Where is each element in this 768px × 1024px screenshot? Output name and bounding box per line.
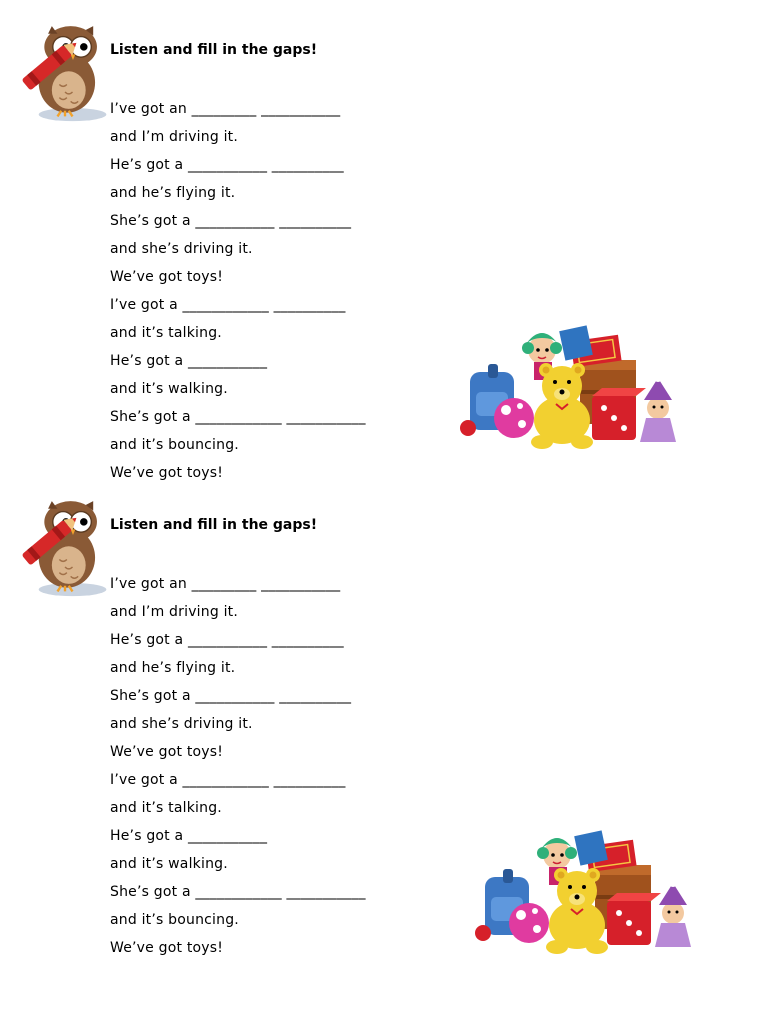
lyric-line: and it’s bouncing.: [110, 912, 239, 928]
lyric-line: and he’s flying it.: [110, 660, 236, 676]
lyric-line: and she’s driving it.: [110, 716, 253, 732]
lyric-line: and he’s flying it.: [110, 185, 236, 201]
lyric-line: I’ve got an _________ ___________: [110, 101, 341, 117]
owl-with-crayon-image: [18, 24, 112, 128]
lyric-line: and I’m driving it.: [110, 604, 239, 620]
lyric-line: and I’m driving it.: [110, 129, 239, 145]
lyric-line: and it’s talking.: [110, 800, 222, 816]
worksheet-section-1: [0, 0, 768, 480]
lyric-line: We’ve got toys!: [110, 269, 224, 285]
lyric-line: We’ve got toys!: [110, 940, 224, 956]
toys-pile-image: [450, 320, 690, 452]
worksheet-title: Listen and fill in the gaps!: [110, 517, 318, 533]
lyric-line: I’ve got an _________ ___________: [110, 576, 341, 592]
lyric-line: He’s got a ___________ __________: [110, 632, 344, 648]
lyric-line: He’s got a ___________ __________: [110, 157, 344, 173]
lyric-line: She’s got a ____________ ___________: [110, 884, 366, 900]
lyric-line: I’ve got a ____________ __________: [110, 772, 346, 788]
lyric-line: and it’s talking.: [110, 325, 222, 341]
lyric-line: We’ve got toys!: [110, 744, 224, 760]
toys-pile-image: [465, 825, 705, 957]
lyric-line: He’s got a ___________: [110, 828, 268, 844]
lyric-line: and it’s bouncing.: [110, 437, 239, 453]
lyric-line: She’s got a ___________ __________: [110, 213, 352, 229]
lyric-line: and it’s walking.: [110, 856, 228, 872]
lyric-line: and she’s driving it.: [110, 241, 253, 257]
lyric-line: She’s got a ___________ __________: [110, 688, 352, 704]
lyric-line: She’s got a ____________ ___________: [110, 409, 366, 425]
lyric-line: We’ve got toys!: [110, 465, 224, 481]
worksheet-section-2: [0, 475, 768, 955]
lyric-line: I’ve got a ____________ __________: [110, 297, 346, 313]
lyric-line: and it’s walking.: [110, 381, 228, 397]
worksheet-title: Listen and fill in the gaps!: [110, 42, 318, 58]
owl-with-crayon-image: [18, 499, 112, 603]
lyric-line: He’s got a ___________: [110, 353, 268, 369]
